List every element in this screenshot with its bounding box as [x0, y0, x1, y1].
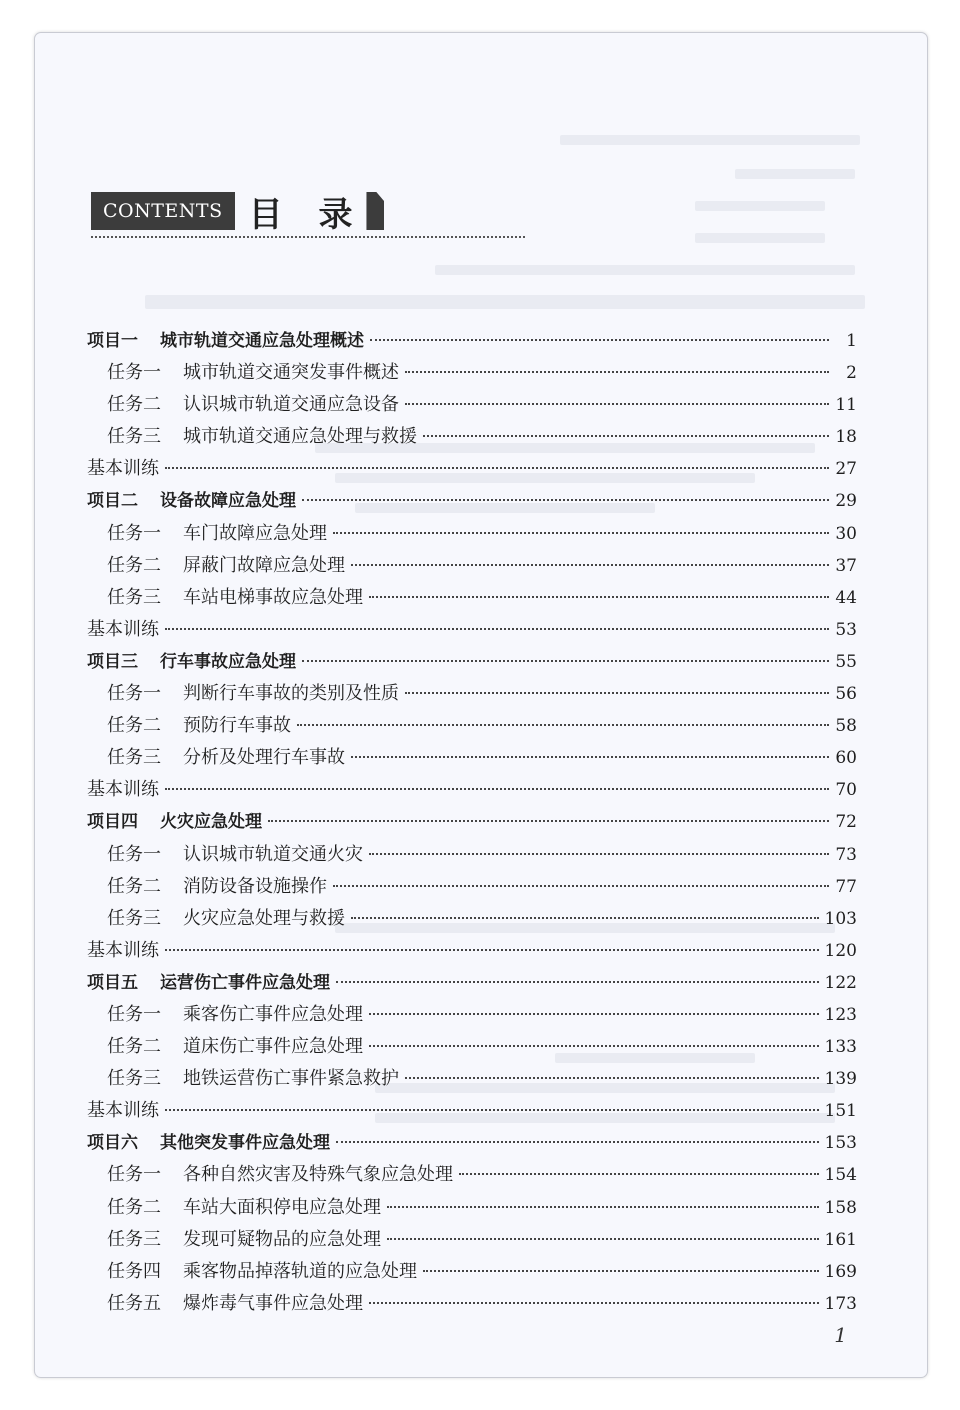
toc-entry-title: 乘客物品掉落轨道的应急处理	[183, 1260, 417, 1282]
toc-entry-label: 项目二	[87, 491, 138, 512]
toc-entry-page-number: 11	[835, 395, 857, 416]
dot-leader	[387, 1238, 819, 1240]
toc-entry-label: 任务三	[107, 907, 161, 929]
toc-entry-title: 城市轨道交通应急处理与救援	[183, 426, 417, 448]
toc-entry-title: 预防行车事故	[183, 715, 291, 737]
toc-entry-title: 城市轨道交通突发事件概述	[183, 362, 399, 384]
toc-entry-page-number: 2	[846, 363, 857, 384]
toc-entry-task[interactable]	[87, 1193, 857, 1225]
toc-entry-label: 任务三	[107, 1068, 161, 1090]
toc-entry-title: 车站电梯事故应急处理	[183, 586, 363, 608]
toc-entry-task[interactable]	[87, 519, 857, 551]
contents-label: CONTENTS	[91, 192, 235, 230]
toc-entry-title: 乘客伤亡事件应急处理	[183, 1003, 363, 1025]
toc-entry-label: 任务二	[107, 1036, 161, 1058]
toc-entry-label: 任务三	[107, 747, 161, 769]
toc-entry-page-number: 173	[824, 1293, 857, 1314]
dot-leader	[459, 1173, 819, 1175]
toc-entry-page-number: 29	[835, 491, 857, 512]
dot-leader	[165, 949, 819, 951]
header-corner-tab	[366, 192, 384, 230]
toc-entry-label: 项目一	[87, 331, 138, 351]
toc-entry-page-number: 158	[824, 1197, 857, 1218]
toc-entry-label: 任务一	[107, 843, 161, 865]
toc-entry-label: 任务四	[107, 1260, 161, 1282]
toc-entry-page-number: 122	[824, 972, 857, 993]
dot-leader	[405, 403, 829, 405]
toc-entry-page-number: 1	[846, 331, 857, 351]
toc-entry-task[interactable]	[87, 1000, 857, 1032]
dot-leader	[165, 1109, 819, 1111]
toc-entry-project[interactable]	[87, 326, 857, 358]
toc-entry-page-number: 70	[835, 780, 857, 801]
page-title: 目 录	[248, 194, 365, 235]
toc-entry-task[interactable]	[87, 1289, 857, 1321]
dot-leader	[369, 1013, 819, 1015]
toc-entry-page-number: 72	[835, 812, 857, 833]
toc-entry-task[interactable]	[87, 358, 857, 390]
toc-entry-label: 任务一	[107, 1003, 161, 1025]
toc-entry-title: 各种自然灾害及特殊气象应急处理	[183, 1164, 453, 1186]
dot-leader	[297, 724, 829, 726]
toc-entry-page-number: 139	[824, 1069, 857, 1090]
toc-entry-label: 项目四	[87, 812, 138, 833]
toc-entry-title: 车门故障应急处理	[183, 522, 327, 544]
toc-entry-page-number: 123	[824, 1004, 857, 1025]
toc-entry-page-number: 60	[835, 748, 857, 769]
toc-entry-task[interactable]	[87, 1160, 857, 1192]
dot-leader	[336, 981, 819, 983]
dot-leader	[302, 660, 829, 662]
dot-leader	[336, 1141, 819, 1143]
toc-entry-title: 分析及处理行车事故	[183, 747, 345, 769]
dot-leader	[369, 853, 829, 855]
toc-entry-label: 任务二	[107, 1196, 161, 1218]
toc-entry-page-number: 77	[835, 876, 857, 897]
toc-entry-page-number: 30	[835, 523, 857, 544]
toc-entry-project[interactable]	[87, 1128, 857, 1160]
toc-entry-task[interactable]	[87, 743, 857, 775]
toc-entry-page-number: 133	[824, 1037, 857, 1058]
dot-leader	[423, 1270, 819, 1272]
table-of-contents	[87, 326, 857, 1321]
toc-entry-training[interactable]	[87, 1096, 857, 1128]
toc-entry-page-number: 55	[835, 651, 857, 672]
toc-entry-task[interactable]	[87, 583, 857, 615]
toc-entry-label: 项目五	[87, 972, 138, 993]
toc-entry-task[interactable]	[87, 1257, 857, 1289]
toc-entry-label: 基本训练	[87, 618, 159, 640]
dot-leader	[165, 467, 829, 469]
toc-entry-page-number: 27	[835, 459, 857, 480]
toc-entry-title: 发现可疑物品的应急处理	[183, 1228, 381, 1250]
toc-entry-label: 任务三	[107, 586, 161, 608]
toc-entry-page-number: 56	[835, 684, 857, 705]
header-dotted-rule	[91, 236, 525, 238]
toc-entry-page-number: 161	[824, 1229, 857, 1250]
dot-leader	[333, 532, 829, 534]
toc-entry-page-number: 103	[824, 908, 857, 929]
toc-entry-title: 行车事故应急处理	[160, 651, 296, 672]
toc-entry-task[interactable]	[87, 422, 857, 454]
toc-entry-title: 消防设备设施操作	[183, 875, 327, 897]
toc-entry-label: 任务二	[107, 394, 161, 416]
toc-entry-label: 基本训练	[87, 779, 159, 801]
toc-entry-task[interactable]	[87, 711, 857, 743]
dot-leader	[351, 564, 829, 566]
toc-entry-title: 运营伤亡事件应急处理	[160, 972, 330, 993]
toc-entry-label: 任务一	[107, 1164, 161, 1186]
toc-entry-label: 任务一	[107, 683, 161, 705]
toc-entry-title: 火灾应急处理与救援	[183, 907, 345, 929]
toc-entry-training[interactable]	[87, 936, 857, 968]
dot-leader	[369, 1302, 819, 1304]
toc-entry-title: 火灾应急处理	[160, 812, 262, 833]
toc-entry-task[interactable]	[87, 1225, 857, 1257]
toc-entry-page-number: 58	[835, 716, 857, 737]
toc-entry-task[interactable]	[87, 679, 857, 711]
toc-entry-label: 基本训练	[87, 939, 159, 961]
toc-entry-task[interactable]	[87, 390, 857, 422]
toc-entry-label: 任务一	[107, 362, 161, 384]
toc-entry-label: 任务三	[107, 426, 161, 448]
page-number: 1	[834, 1323, 847, 1347]
toc-entry-title: 车站大面积停电应急处理	[183, 1196, 381, 1218]
toc-entry-title: 爆炸毒气事件应急处理	[183, 1292, 363, 1314]
toc-header	[91, 190, 384, 235]
toc-entry-label: 基本训练	[87, 1100, 159, 1122]
toc-entry-label: 任务二	[107, 715, 161, 737]
toc-entry-title: 道床伤亡事件应急处理	[183, 1036, 363, 1058]
toc-entry-page-number: 151	[824, 1101, 857, 1122]
dot-leader	[423, 435, 829, 437]
dot-leader	[387, 1206, 819, 1208]
dot-leader	[405, 1077, 819, 1079]
toc-entry-page-number: 169	[824, 1261, 857, 1282]
toc-entry-title: 设备故障应急处理	[160, 491, 296, 512]
toc-entry-page-number: 37	[835, 555, 857, 576]
toc-entry-page-number: 153	[824, 1133, 857, 1154]
dot-leader	[369, 1045, 819, 1047]
toc-entry-title: 认识城市轨道交通火灾	[183, 843, 363, 865]
toc-entry-page-number: 154	[824, 1165, 857, 1186]
toc-entry-task[interactable]	[87, 840, 857, 872]
toc-entry-project[interactable]	[87, 807, 857, 839]
toc-entry-title: 判断行车事故的类别及性质	[183, 683, 399, 705]
toc-entry-task[interactable]	[87, 1032, 857, 1064]
dot-leader	[351, 756, 829, 758]
toc-entry-label: 项目六	[87, 1133, 138, 1154]
toc-entry-task[interactable]	[87, 1064, 857, 1096]
toc-entry-page-number: 53	[835, 619, 857, 640]
dot-leader	[165, 788, 829, 790]
toc-entry-label: 任务三	[107, 1228, 161, 1250]
toc-entry-task[interactable]	[87, 551, 857, 583]
dot-leader	[333, 885, 829, 887]
toc-entry-page-number: 18	[835, 427, 857, 448]
toc-entry-title: 地铁运营伤亡事件紧急救护	[183, 1068, 399, 1090]
toc-entry-project[interactable]	[87, 486, 857, 518]
toc-entry-label: 基本训练	[87, 458, 159, 480]
toc-entry-page-number: 44	[835, 587, 857, 608]
dot-leader	[302, 499, 829, 501]
dot-leader	[405, 692, 829, 694]
toc-entry-training[interactable]	[87, 454, 857, 486]
toc-entry-page-number: 120	[824, 940, 857, 961]
toc-entry-label: 任务五	[107, 1292, 161, 1314]
toc-entry-project[interactable]	[87, 968, 857, 1000]
dot-leader	[369, 596, 829, 598]
dot-leader	[405, 371, 829, 373]
toc-entry-label: 任务一	[107, 522, 161, 544]
toc-entry-project[interactable]	[87, 647, 857, 679]
toc-entry-title: 屏蔽门故障应急处理	[183, 554, 345, 576]
dot-leader	[370, 339, 829, 341]
toc-entry-training[interactable]	[87, 775, 857, 807]
toc-entry-title: 城市轨道交通应急处理概述	[160, 331, 364, 351]
document-page	[34, 32, 928, 1378]
dot-leader	[351, 917, 819, 919]
dot-leader	[268, 820, 829, 822]
toc-entry-title: 认识城市轨道交通应急设备	[183, 394, 399, 416]
toc-entry-label: 项目三	[87, 651, 138, 672]
toc-entry-page-number: 73	[835, 844, 857, 865]
toc-entry-training[interactable]	[87, 615, 857, 647]
toc-entry-title: 其他突发事件应急处理	[160, 1133, 330, 1154]
dot-leader	[165, 628, 829, 630]
toc-entry-task[interactable]	[87, 872, 857, 904]
toc-entry-label: 任务二	[107, 875, 161, 897]
toc-entry-task[interactable]	[87, 904, 857, 936]
toc-entry-label: 任务二	[107, 554, 161, 576]
